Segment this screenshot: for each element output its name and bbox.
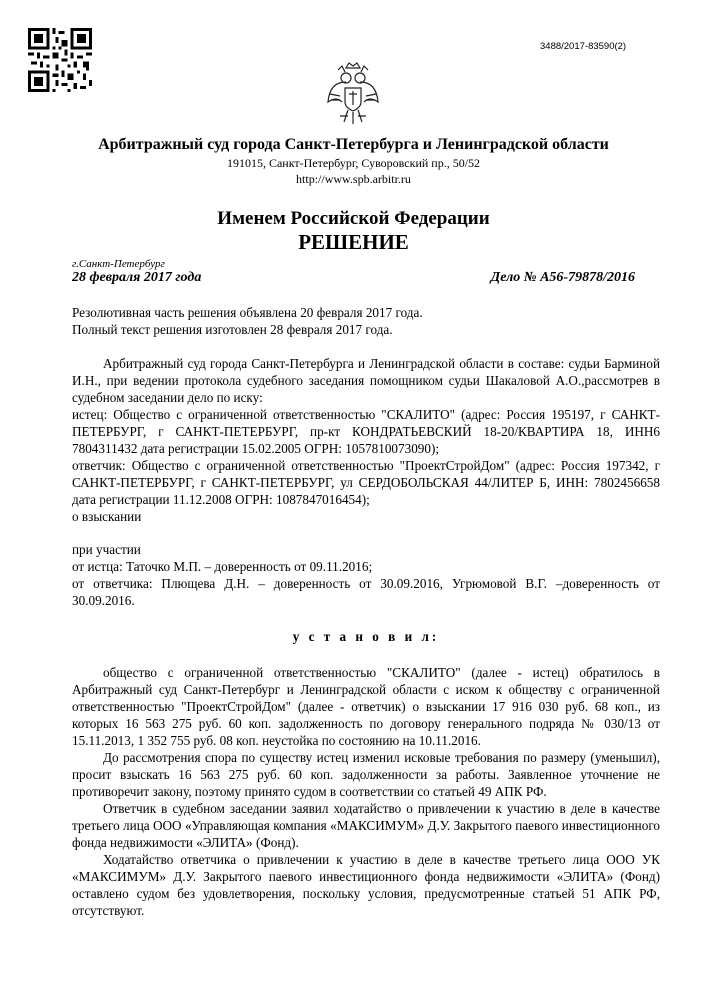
defendant-info: ответчик: Общество с ограниченной ответственностью "ПроектСтройДом" (адрес: Россия 197342, г САНКТ-ПЕТЕРБУРГ, г САНКТ-ПЕТЕРБУРГ, ул СЕРДОБОЛЬСКАЯ 44/ЛИТЕР Б, ИНН: 7802456658 дата регистрации 11.12.2008 ОГРН: 1087847016454); (72, 458, 660, 507)
defendant-representative: от ответчика: Плющева Д.Н. – доверенность от 30.09.2016, Угрюмовой В.Г. –доверенность от 30.09.2016. (72, 576, 660, 608)
court-website: http://www.spb.arbitr.ru (296, 172, 411, 186)
heading-in-the-name: Именем Российской Федерации (217, 208, 490, 229)
place: г.Санкт-Петербург (72, 258, 165, 270)
paragraph: До рассмотрения спора по существу истец изменил исковые требования по размеру (уменьшил), просит взыскать 16 563 275 руб. 60 коп. задолженности за работы. Заявленное уточнение не противоречит закону, поэтому принято судом в соответствии со статьей 49 АПК РФ. (72, 750, 660, 799)
document-number: 3488/2017-83590(2) (540, 41, 627, 52)
paragraph: Ходатайство ответчика о привлечении к участию в деле в качестве третьего лица ООО УК «МАКСИМУМ» Д.У. Закрытого паевого инвестиционного фонда недвижимости «ЭЛИТА» (Фонд) оставлено судом без удовлетворения, поскольку условия, предусмотренные статьей 51 АПК РФ, отсутствуют. (72, 852, 660, 918)
court-name: Арбитражный суд города Санкт-Петербурга и Ленинградской области (98, 136, 609, 153)
heading-decision: РЕШЕНИЕ (298, 230, 409, 254)
plaintiff-info: истец: Общество с ограниченной ответственностью "СКАЛИТО" (адрес: Россия 195197, г САНКТ-ПЕТЕРБУРГ, г САНКТ-ПЕТЕРБУРГ, пр-кт КОНДРАТЬЕВСКИЙ 18-20/КВАРТИРА 18, ИНН6 7804311432 дата регистрации 15.02.2005 ОГРН: 1057810073090); (72, 407, 660, 456)
established-block (72, 628, 660, 645)
intro-block (72, 355, 660, 525)
main-text (72, 664, 660, 919)
participation-label: при участии (72, 542, 141, 557)
established-heading: у с т а н о в и л: (292, 629, 440, 644)
announcements (72, 304, 660, 338)
announcement-line: Полный текст решения изготовлен 28 февраля 2017 года. (72, 322, 393, 337)
court-composition: Арбитражный суд города Санкт-Петербурга и Ленинградской области в составе: судьи Барминой И.Н., при ведении протокола судебного заседания помощником судьи Шакаловой А.О.,рассмотрев в судебном заседании дело по иску: (72, 356, 660, 405)
paragraph: общество с ограниченной ответственностью "СКАЛИТО" (далее - истец) обратилось в Арбитражный суд Санкт-Петербург и Ленинградской области с иском к обществу с ограниченной ответственностью "ПроектСтройДом" (далее - ответчик) о взыскании 17 916 030 руб. 68 коп., из которых 16 563 275 руб. 60 коп. задолженность по договору генерального подряда № 030/13 от 15.11.2013, 1 352 755 руб. 08 коп. неустойка по состоянию на 10.11.2016. (72, 665, 660, 748)
coat-of-arms-icon (326, 60, 380, 126)
court-address: 191015, Санкт-Петербург, Суворовский пр., 50/52 (226, 156, 481, 170)
subject: о взыскании (72, 509, 142, 524)
qr-code (28, 28, 92, 92)
plaintiff-representative: от истца: Таточко М.П. – доверенность от 09.11.2016; (72, 559, 373, 574)
paragraph: Ответчик в судебном заседании заявил ходатайство о привлечении к участию в деле в качестве третьего лица ООО «Управляющая компания «МАКСИМУМ» Д.У. Закрытого паевого инвестиционного фонда недвижимости «ЭЛИТА» (Фонд). (72, 801, 660, 850)
announcement-line: Резолютивная часть решения объявлена 20 февраля 2017 года. (72, 305, 423, 320)
participation-block (72, 541, 660, 609)
case-number: Дело № А56-79878/2016 (490, 270, 635, 285)
decision-date: 28 февраля 2017 года (72, 270, 202, 285)
